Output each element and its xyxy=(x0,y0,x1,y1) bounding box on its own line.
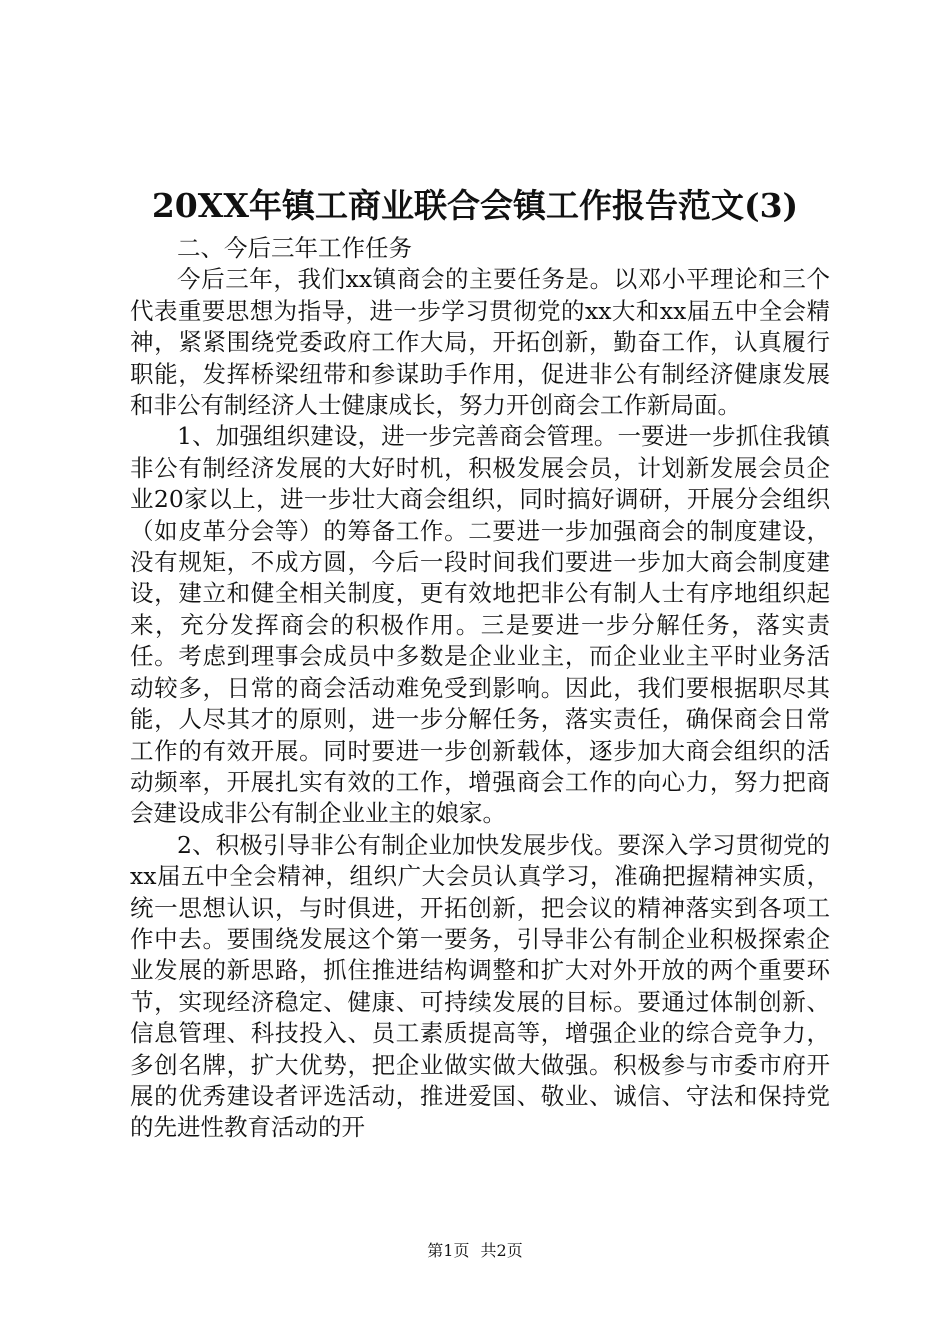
page-total: 共2页 xyxy=(480,1241,523,1260)
paragraph-item-2: 2、积极引导非公有制企业加快发展步伐。要深入学习贯彻党的xx届五中全会精神，组织广大会员认真学习，准确把握精神实质，统一思想认识，与时俱进，开拓创新，把会议的精神落实到各项工作中去。要围绕发展这个第一要务，引导非公有制企业积极探索企业发展的新思路，抓住推进结构调整和扩大对外开放的两个重要环节，实现经济稳定、健康、可持续发展的目标。要通过体制创新、信息管理、科技投入、员工素质提高等，增强企业的综合竞争力，多创名牌，扩大优势，把企业做实做大做强。积极参与市委市府开展的优秀建设者评选活动，推进爱国、敬业、诚信、守法和保持党的先进性教育活动的开 xyxy=(130,830,830,1142)
section-heading: 二、今后三年工作任务 xyxy=(177,234,412,262)
document-body xyxy=(130,233,830,1144)
paragraph-intro: 今后三年，我们xx镇商会的主要任务是。以邓小平理论和三个代表重要思想为指导，进一步学习贯彻党的xx大和xx届五中全会精神，紧紧围绕党委政府工作大局，开拓创新，勤奋工作，认真履行职能，发挥桥梁纽带和参谋助手作用，促进非公有制经济健康发展和非公有制经济人士健康成长，努力开创商会工作新局面。 xyxy=(130,265,830,420)
page-number: 第1页 xyxy=(427,1241,470,1260)
paragraph-item-1: 1、加强组织建设，进一步完善商会管理。一要进一步抓住我镇非公有制经济发展的大好时机，积极发展会员，计划新发展会员企业20家以上，进一步壮大商会组织，同时搞好调研，开展分会组织（如皮革分会等）的筹备工作。二要进一步加强商会的制度建设，没有规矩，不成方圆，今后一段时间我们要进一步加大商会制度建设，建立和健全相关制度，更有效地把非公有制人士有序地组织起来，充分发挥商会的积极作用。三是要进一步分解任务，落实责任。考虑到理事会成员中多数是企业业主，而企业业主平时业务活动较多，日常的商会活动难免受到影响。因此，我们要根据职尽其能，人尽其才的原则，进一步分解任务，落实责任，确保商会日常工作的有效开展。同时要进一步创新载体，逐步加大商会组织的活动频率，开展扎实有效的工作，增强商会工作的向心力，努力把商会建设成非公有制企业业主的娘家。 xyxy=(130,422,830,828)
document-title: 20XX年镇工商业联合会镇工作报告范文(3) xyxy=(151,186,799,225)
page-footer xyxy=(0,1240,950,1262)
